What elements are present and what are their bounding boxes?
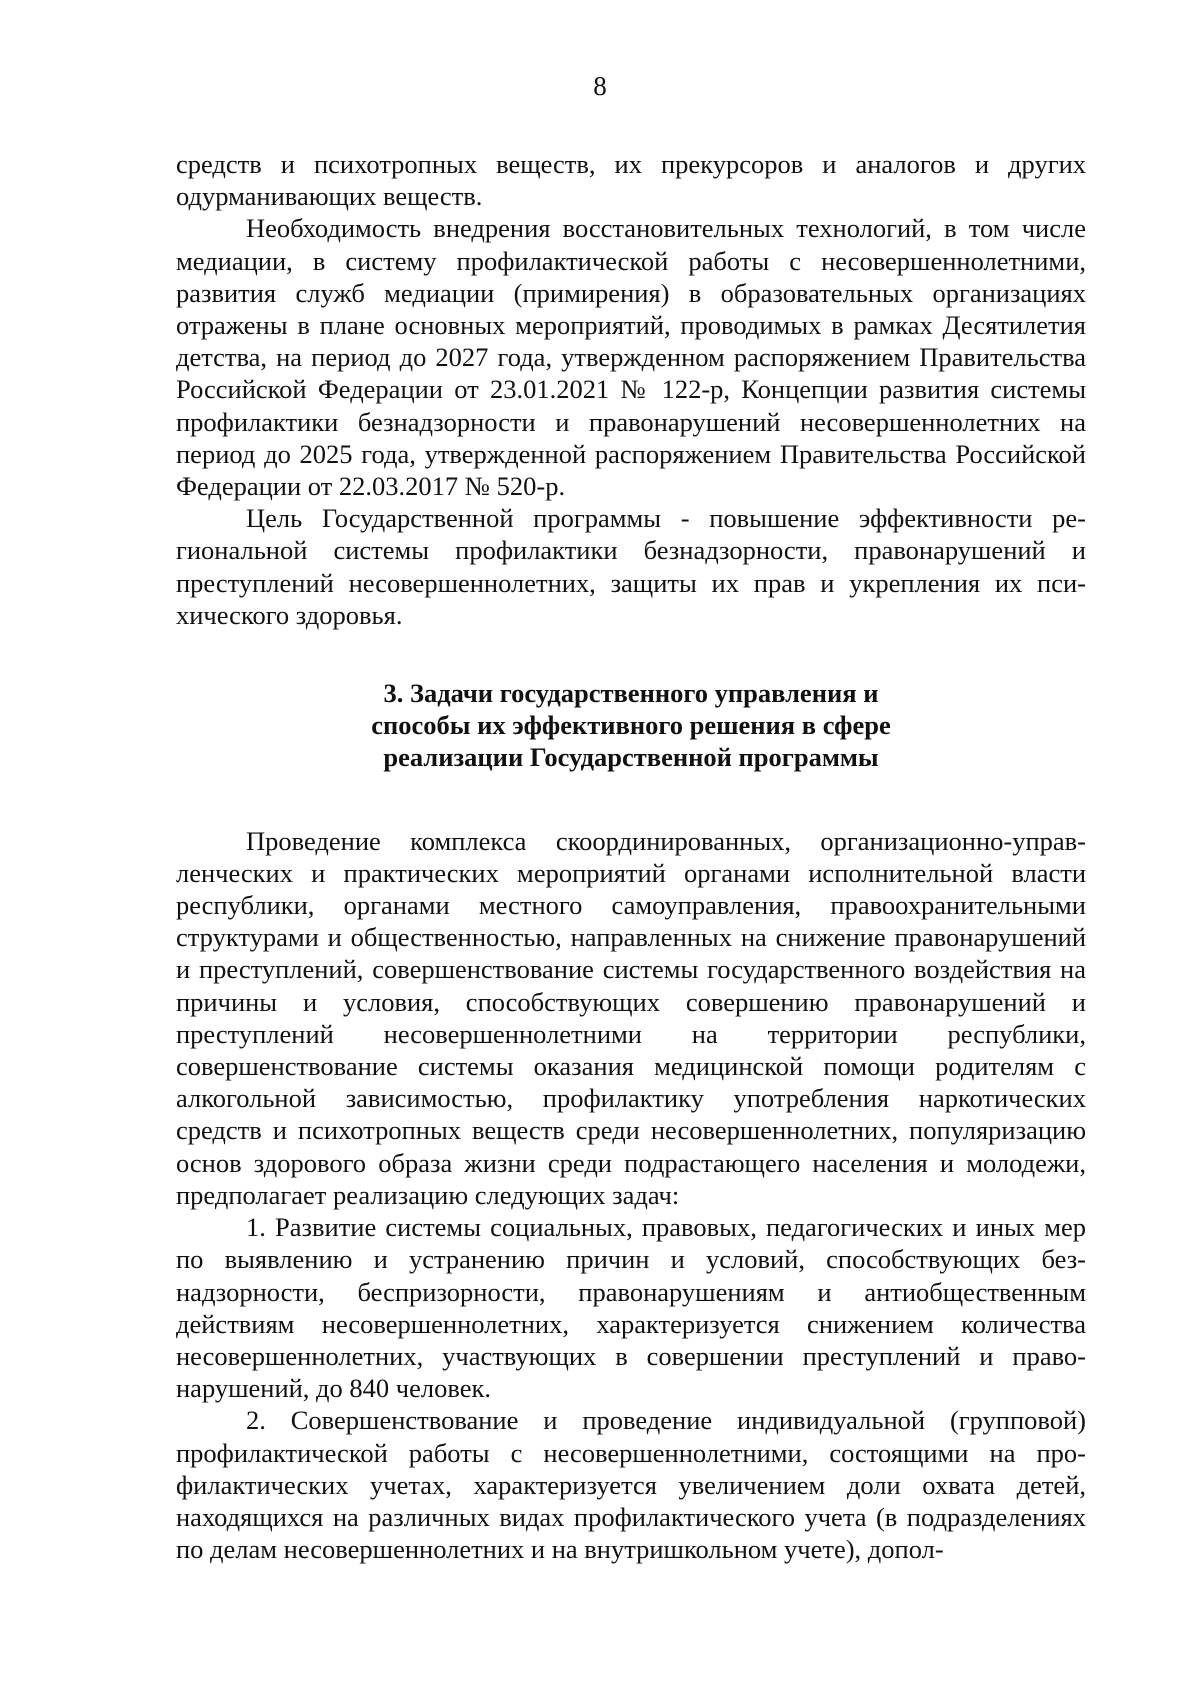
page-number: 8: [593, 71, 607, 101]
section-heading-line-3: реализации Государственной программы: [383, 742, 879, 773]
section-heading-line-2: способы их эффективного решения в сфере: [371, 710, 891, 741]
section-heading: [176, 677, 1086, 774]
paragraph-task-2: 2. Совершенствование и проведение индивидуальной (групповой) профилактической работы с несовершеннолетними, состоящими на профилактических учетах, характеризуется увеличением доли охвата детей, находящихся на различных видах профилактического учета (в подразделениях по делам несовершеннолетних и на внутришкольном учете), допол-: [176, 1405, 1086, 1565]
paragraph-measures: Проведение комплекса скоординированных, организационно-управленческих и практических мероприятий органами исполнительной власти республики, органами местного самоуправления, правоохранительными структурами и общественностью, направленных на снижение правонарушений и преступлений, совершенствование системы государственного воздействия на причины и условия, способствующих совершению правонарушений и преступлений несовершеннолетними на территории республики, совершенствование системы оказания медицинской помощи родителям с алкогольной зависимостью, профилактику употребления наркотических средств и психотропных веществ среди несовершеннолетних, популяризацию основ здорового образа жизни среди подрастающего населения и молодежи, предполагает реализацию следующих задач:: [176, 825, 1086, 1210]
section-heading-line-1: 3. Задачи государственного управления и: [383, 678, 879, 709]
paragraph-task-1: 1. Развитие системы социальных, правовых, педагогических и иных мер по выявлению и устранению причин и условий, способствующих безнадзорности, беспризорности, правонарушениям и антиобщественным действиям несовершеннолетних, характеризуется снижением количества несовершеннолетних, участвующих в совершении преступлений и правонарушений, до 840 человек.: [176, 1212, 1086, 1404]
paragraph-continuation: средств и психотропных веществ, их прекурсоров и аналогов и других одурманивающих веществ.: [176, 149, 1086, 212]
paragraph-program-goal: Цель Государственной программы - повышение эффективности региональной системы профилактики безнадзорности, правонарушений и преступлений несовершеннолетних, защиты их прав и укрепления их психического здоровья.: [176, 503, 1086, 630]
paragraph-mediation: Необходимость внедрения восстановительных технологий, в том числе медиации, в систему профилактической работы с несовершеннолетними, развития служб медиации (примирения) в образовательных организациях отражены в плане основных мероприятий, проводимых в рамках Десятилетия детства, на период до 2027 года, утвержденном распоряжением Правительства Российской Федерации от 23.01.2021 № 122-р, Концепции развития системы профилактики безнадзорности и правонарушений несовершеннолетних на период до 2025 года, утвержденной распоряжением Правительства Российской Федерации от 22.03.2017 № 520-р.: [176, 213, 1086, 502]
document-body: [176, 148, 1086, 1565]
